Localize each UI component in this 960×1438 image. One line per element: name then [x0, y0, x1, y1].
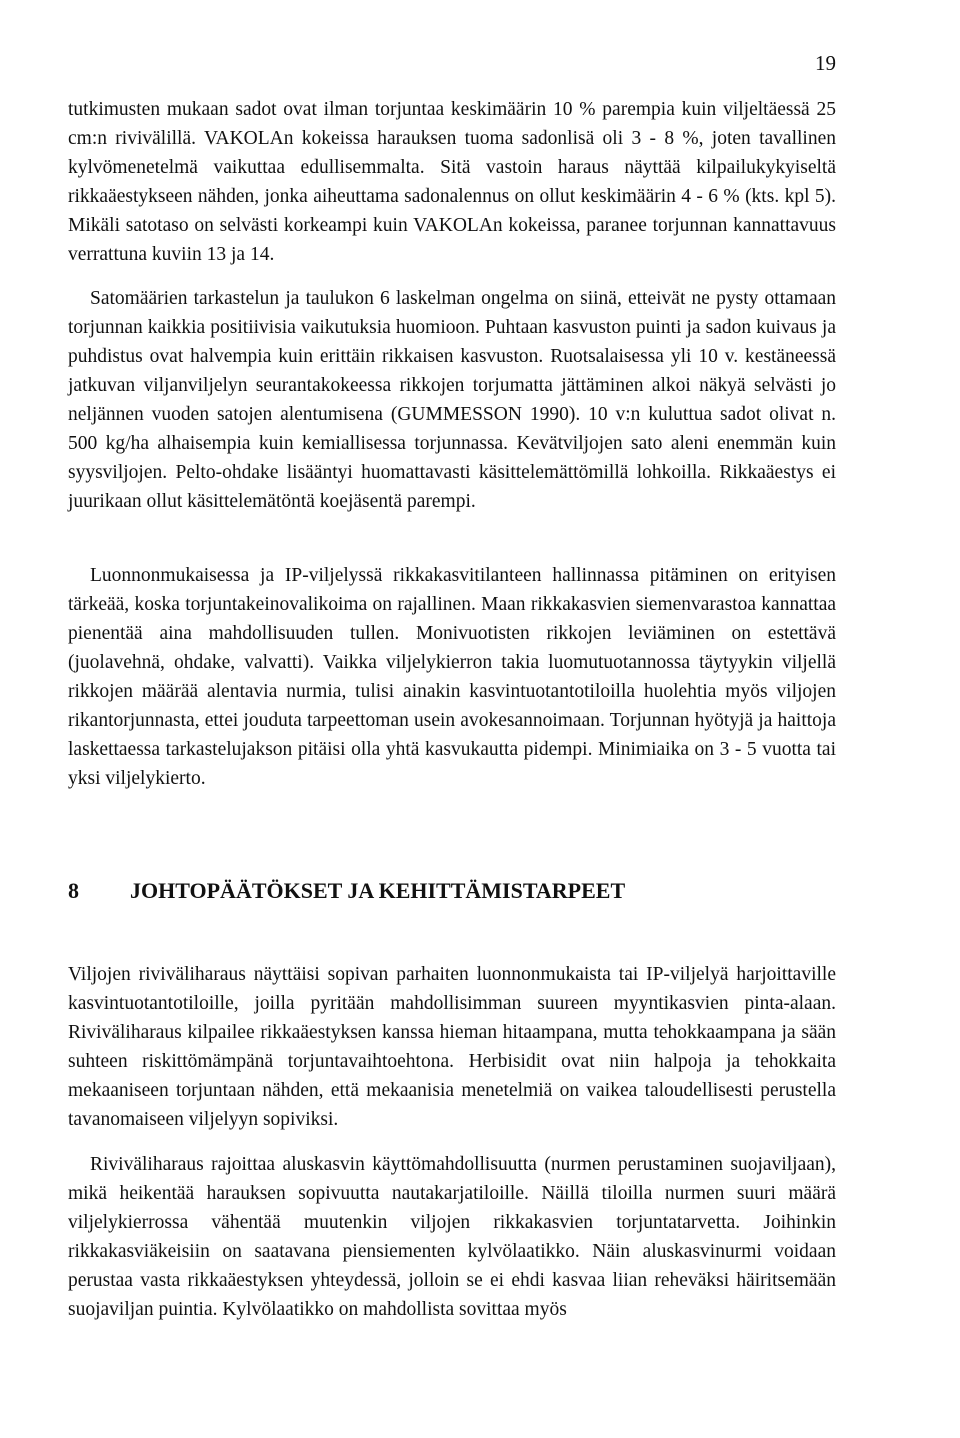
section-number: 8: [68, 878, 79, 903]
paragraph-organic-ip-farming: Luonnonmukaisessa ja IP-viljelyssä rikkakasvitilanteen hallinnassa pitäminen on erityisen tärkeää, koska torjuntakeinovalikoima on rajallinen. Maan rikkakasvien siemenvarastoa kannattaa pienentää aina mahdollisuuden tullen. Monivuotisten rikkojen leviäminen on estettävä (juolavehnä, ohdake, valvatti). Vaikka viljelykierron takia luomutuotannossa täytyykin viljellä rikkojen määrää alentavia nurmia, tulisi ainakin kasvintuotantotiloilla huolehtia myös viljojen rikantorjunnasta, ettei jouduta tarpeettoman usein avokesannoimaan. Torjunnan hyötyjä ja haittoja laskettaessa tarkastelujakson pitäisi olla yhtä kasvukautta pidempi. Minimiaika on 3 - 5 vuotta tai yksi viljelykierto.: [68, 565, 836, 789]
section-title: JOHTOPÄÄTÖKSET JA KEHITTÄMISTARPEET: [130, 878, 626, 903]
page-number: 19: [815, 51, 836, 75]
section-heading: [68, 876, 625, 906]
paragraph-conclusions-suitability: Viljojen riviväliharaus näyttäisi sopivan parhaiten luonnonmukaista tai IP-viljelyä harjoittaville kasvintuotantotiloille, joilla pyritään mahdollisimman suureen myyntikasvien pinta-alaan. Riviväliharaus kilpailee rikkaäestyksen kanssa hieman hitaampana, mutta tehokkaampana ja sään suhteen riskittömämpänä torjuntavaihtoehtona. Herbisidit ovat niin halpoja ja tehokkaita mekaaniseen torjuntaan nähden, että mekaanisia menetelmiä on vaikea taloudellisesti perustella tavanomaiseen viljelyyn sopiviksi.: [68, 964, 836, 1130]
paragraph-yield-analysis: Satomäärien tarkastelun ja taulukon 6 laskelman ongelma on siinä, etteivät ne pysty ottamaan torjunnan kaikkia positiivisia vaikutuksia huomioon. Puhtaan kasvuston puinti ja sadon kuivaus ja puhdistus ovat halvempia kuin erittäin rikkaisen kasvuston. Ruotsalaisessa yli 10 v. kestäneessä jatkuvan viljanviljelyn seurantakokeessa rikkojen torjumatta jättäminen alkoi näkyä selvästi jo neljännen vuoden satojen alentumisena (GUMMESSON 1990). 10 v:n kuluttua sadot olivat n. 500 kg/ha alhaisempia kuin kemiallisessa torjunnassa. Kevätviljojen sato aleni enemmän kuin syysviljojen. Pelto-ohdake lisääntyi huomattavasti käsittelemättömillä lohkoilla. Rikkaäestys ei juurikaan ollut käsittelemätöntä koejäsentä parempi.: [68, 288, 836, 512]
paragraph-conclusions-undersowing: Riviväliharaus rajoittaa aluskasvin käyttömahdollisuutta (nurmen perustaminen suojaviljaan), mikä heikentää harauksen sopivuutta nautakarjatiloille. Näillä tiloilla nurmen suuri määrä viljelykierrossa vähentää muutenkin viljojen rikkakasvien torjuntatarvetta. Joihinkin rikkakasviäkeisiin on saatavana piensiementen kylvölaatikko. Näin aluskasvinurmi voidaan perustaa vasta rikkaäestyksen yhteydessä, jolloin se ei ehdi kasvaa liian reheväksi häiritsemään suojaviljan puintia. Kylvölaatikko on mahdollista sovittaa myös: [68, 1154, 836, 1320]
paragraph-harrowing-yield: tutkimusten mukaan sadot ovat ilman torjuntaa keskimäärin 10 % parempia kuin viljeltäessä 25 cm:n rivivälillä. VAKOLAn kokeissa harauksen tuoma sadonlisä oli 3 - 8 %, joten tavallinen kylvömenetelmä vaikuttaa edullisemmalta. Sitä vastoin haraus näyttää kilpailukykyiseltä rikkaäestykseen nähden, jonka aiheuttama sadonalennus on ollut keskimäärin 4 - 6 % (kts. kpl 5). Mikäli satotaso on selvästi korkeampi kuin VAKOLAn kokeissa, paranee torjunnan kannattavuus verrattuna kuviin 13 ja 14.: [68, 99, 836, 265]
